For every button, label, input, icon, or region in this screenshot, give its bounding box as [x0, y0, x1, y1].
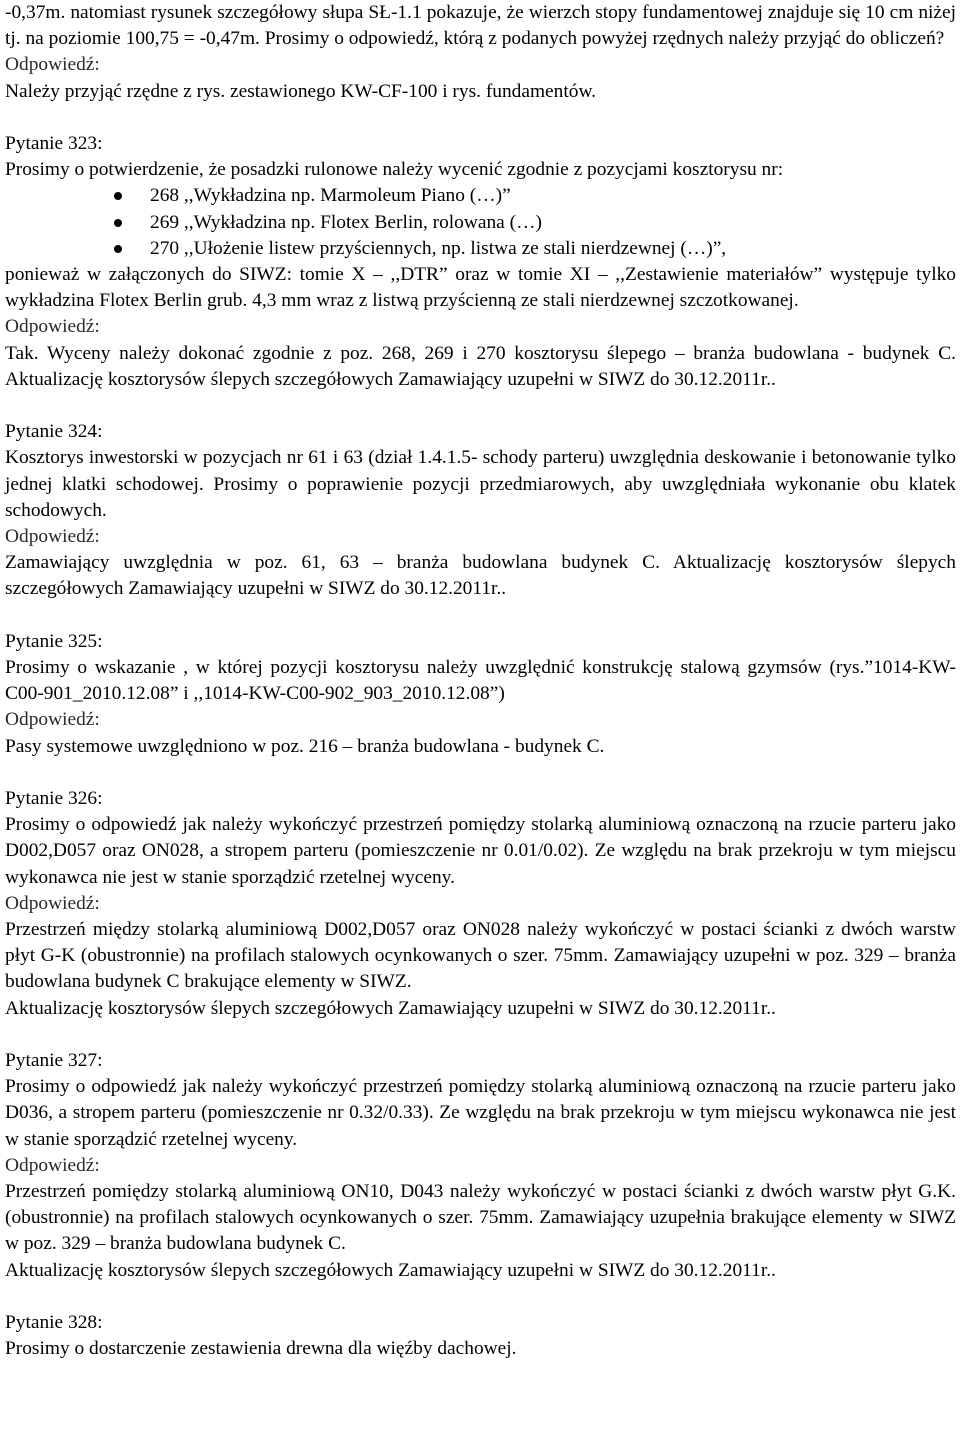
intro-text: -0,37m. natomiast rysunek szczegółowy słupa SŁ-1.1 pokazuje, że wierzch stopy fundamentowej znajduje się 10 cm niżej tj. na poziomie 100,75 = -0,47m. Prosimy o odpowiedź, którą z podanych powyżej rzędnych należy przyjąć do obliczeń? — [5, 2, 956, 50]
question-327-answer-update: Aktualizację kosztorysów ślepych szczegółowych Zamawiający uzupełni w SIWZ do 30.12.2011r.. — [5, 1259, 776, 1281]
question-326-answer-update: Aktualizację kosztorysów ślepych szczegółowych Zamawiający uzupełni w SIWZ do 30.12.2011r.. — [5, 997, 776, 1019]
question-328-text: Prosimy o dostarczenie zestawienia drewna dla więźby dachowej. — [5, 1338, 517, 1360]
question-325-text: Prosimy o wskazanie , w której pozycji kosztorysu należy uwzględnić konstrukcję stalową gzymsów (rys.”1014-KW-C00-901_2010.12.08” i ,,1014-KW-C00-902_903_2010.12.08”) — [5, 657, 956, 705]
bullet-item — [5, 236, 956, 262]
question-326-heading: Pytanie 326: — [5, 788, 103, 810]
spacer — [5, 105, 956, 131]
question-323-answer-label: Odpowiedź: — [5, 316, 100, 338]
bullet-text: 268 ,,Wykładzina np. Marmoleum Piano (…)” — [150, 185, 511, 207]
question-325-answer-label: Odpowiedź: — [5, 709, 100, 731]
question-328-heading: Pytanie 328: — [5, 1312, 103, 1334]
question-323-answer: Tak. Wyceny należy dokonać zgodnie z poz. 268, 269 i 270 kosztorysu ślepego – branża budowlana - budynek C. Aktualizację kosztorysów ślepych szczegółowych Zamawiający uzupełni w SIWZ do 30.12.2011r.. — [5, 342, 956, 390]
question-326-text: Prosimy o odpowiedź jak należy wykończyć przestrzeń pomiędzy stolarką aluminiową oznaczoną na rzucie parteru jako D002,D057 oraz ON028, a stropem parteru (pomieszczenie nr 0.01/0.02). Ze względu na brak przekroju w tym miejscu wykonawca nie jest w stanie sporządzić rzetelnej wyceny. — [5, 814, 956, 888]
bullet-icon — [114, 219, 122, 227]
question-323-bullet-list — [5, 183, 956, 262]
question-324-heading: Pytanie 324: — [5, 421, 103, 443]
spacer — [5, 760, 956, 786]
intro-answer-label: Odpowiedź: — [5, 54, 100, 76]
bullet-text: 270 ,,Ułożenie listew przyściennych, np. listwa ze stali nierdzewnej (…)”, — [150, 237, 727, 259]
question-323-text-after: ponieważ w załączonych do SIWZ: tomie X – ,,DTR” oraz w tomie XI – ,,Zestawienie materiałów” występuje tylko wykładzina Flotex Berlin grub. 4,3 mm wraz z listwą przyścienną ze stali nierdzewnej szczotkowanej. — [5, 264, 956, 312]
bullet-icon — [114, 245, 122, 253]
spacer — [5, 603, 956, 629]
question-327-answer-label: Odpowiedź: — [5, 1154, 100, 1176]
question-324-answer: Zamawiający uwzględnia w poz. 61, 63 – branża budowlana budynek C. Aktualizację kosztorysów ślepych szczegółowych Zamawiający uzupełni w SIWZ do 30.12.2011r.. — [5, 552, 956, 600]
spacer — [5, 393, 956, 419]
question-327-answer: Przestrzeń pomiędzy stolarką aluminiową ON10, D043 należy wykończyć w postaci ścianki z dwóch warstw płyt G.K.(obustronnie) na profilach stalowych ocynkowanych o szer. 75mm. Zamawiający uzupełnia brakujące elementy w SIWZ w poz. 329 – branża budowlana budynek C. — [5, 1181, 956, 1255]
spacer — [5, 1284, 956, 1310]
question-323-text: Prosimy o potwierdzenie, że posadzki rulonowe należy wycenić zgodnie z pozycjami kosztorysu nr: — [5, 159, 784, 181]
question-324-answer-label: Odpowiedź: — [5, 526, 100, 548]
intro-answer: Należy przyjąć rzędne z rys. zestawionego KW-CF-100 i rys. fundamentów. — [5, 80, 597, 102]
question-326-answer-label: Odpowiedź: — [5, 892, 100, 914]
question-325-heading: Pytanie 325: — [5, 630, 103, 652]
bullet-icon — [114, 192, 122, 200]
question-324-text: Kosztorys inwestorski w pozycjach nr 61 i 63 (dział 1.4.1.5- schody parteru) uwzględnia deskowanie i betonowanie tylko jednej klatki schodowej. Prosimy o poprawienie pozycji przedmiarowych, aby uwzględniała wykonanie obu klatek schodowych. — [5, 447, 956, 521]
bullet-item — [5, 183, 956, 209]
bullet-text: 269 ,,Wykładzina np. Flotex Berlin, rolowana (…) — [150, 211, 542, 233]
question-325-answer: Pasy systemowe uwzględniono w poz. 216 – branża budowlana - budynek C. — [5, 735, 605, 757]
question-326-answer: Przestrzeń między stolarką aluminiową D002,D057 oraz ON028 należy wykończyć w postaci ścianki z dwóch warstw płyt G-K (obustronnie) na profilach stalowych ocynkowanych o szer. 75mm. Zamawiający uzupełni w poz. 329 – branża budowlana budynek C brakujące elementy w SIWZ. — [5, 919, 956, 993]
spacer — [5, 1022, 956, 1048]
question-323-heading: Pytanie 323: — [5, 133, 103, 154]
question-327-text: Prosimy o odpowiedź jak należy wykończyć przestrzeń pomiędzy stolarką aluminiową oznaczoną na rzucie parteru jako D036, a stropem parteru (pomieszczenie nr 0.32/0.33). Ze względu na brak przekroju w tym miejscu wykonawca nie jest w stanie sporządzić rzetelnej wyceny. — [5, 1076, 956, 1150]
question-327-heading: Pytanie 327: — [5, 1050, 103, 1072]
bullet-item — [5, 210, 956, 236]
